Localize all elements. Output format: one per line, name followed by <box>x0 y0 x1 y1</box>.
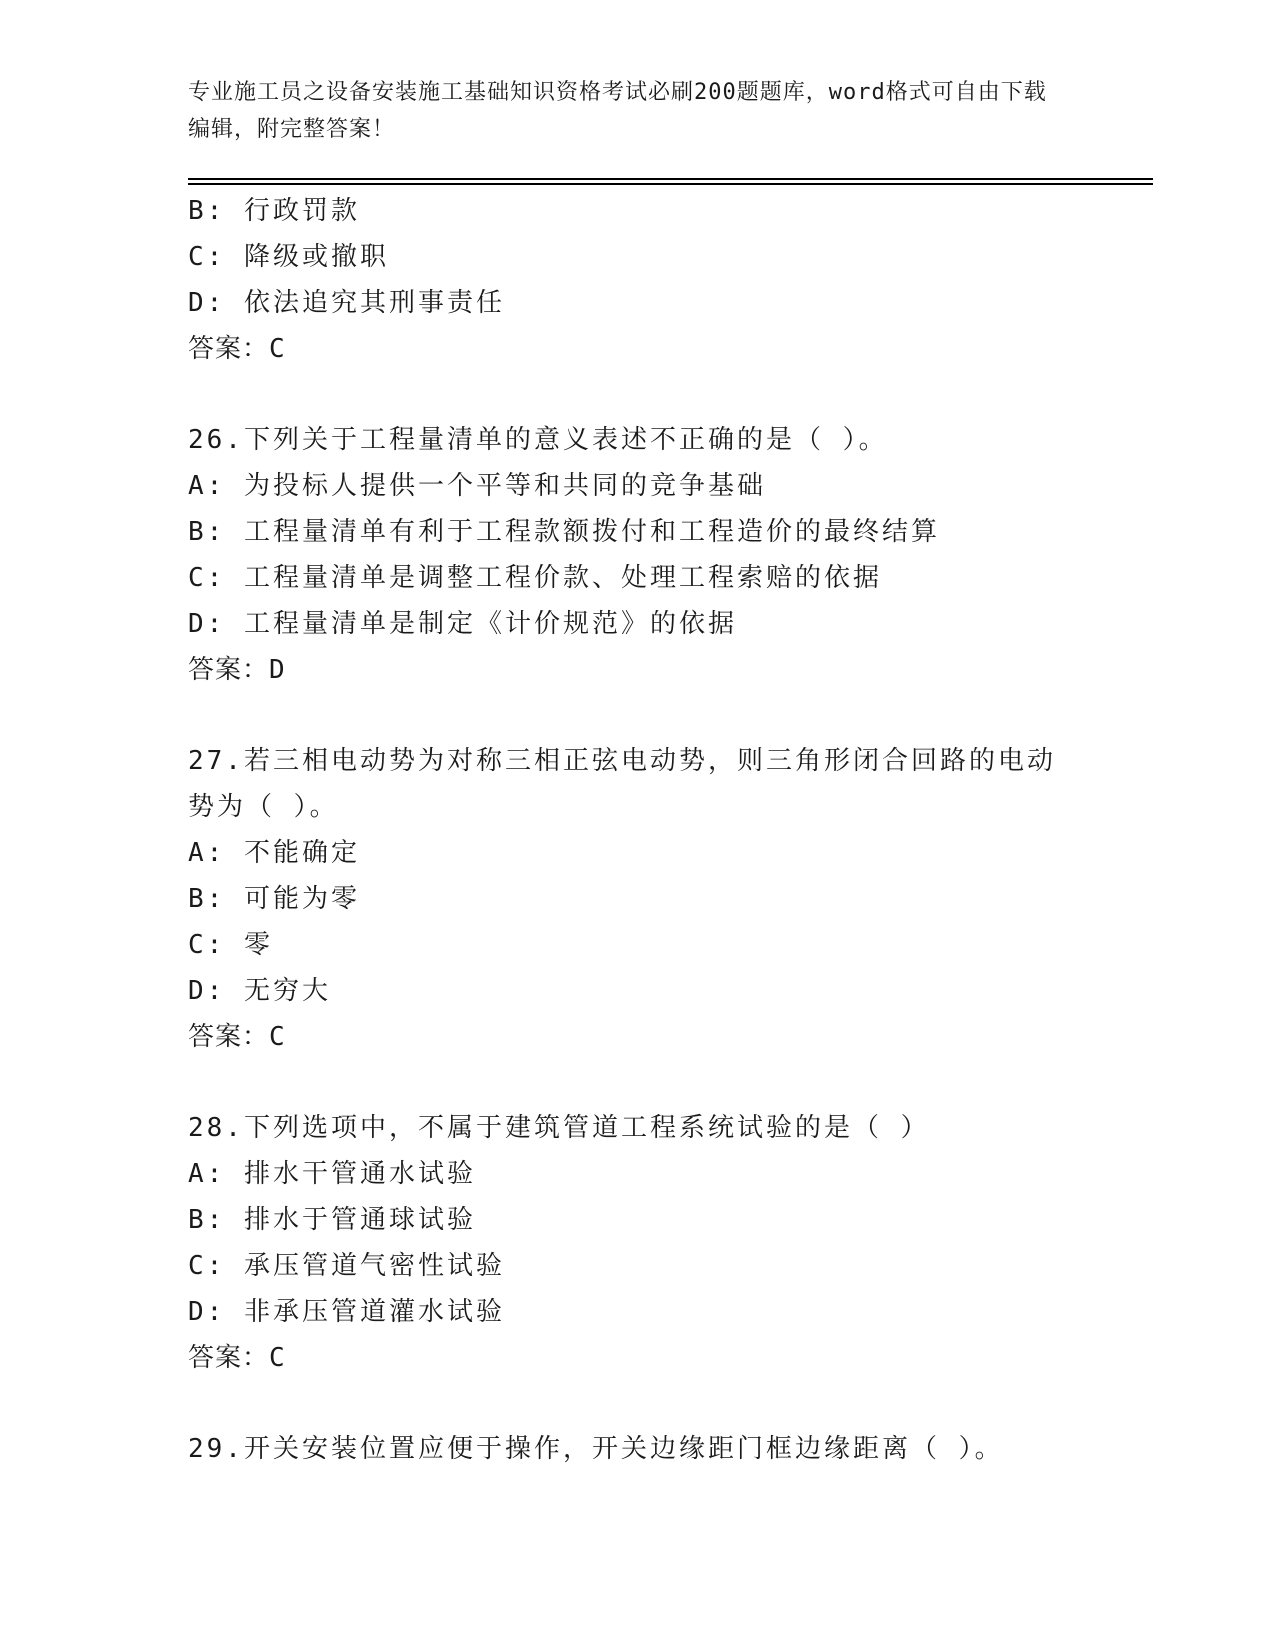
question-stem: 28.下列选项中，不属于建筑管道工程系统试验的是（ ） <box>188 1113 930 1143</box>
option-a: A: 不能确定 <box>188 838 360 868</box>
option-d: D: 工程量清单是制定《计价规范》的依据 <box>188 609 737 639</box>
document-header <box>188 74 1068 148</box>
option-d: D: 非承压管道灌水试验 <box>188 1297 505 1327</box>
question-28 <box>188 1105 1088 1381</box>
header-title: 专业施工员之设备安装施工基础知识资格考试必刷200题题库，word格式可自由下载编辑，附完整答案！ <box>188 80 1047 142</box>
answer: 答案：C <box>188 1022 286 1052</box>
option-b: B: 排水于管通球试验 <box>188 1205 476 1235</box>
question-list <box>188 188 1088 1472</box>
header-rule-bottom <box>188 183 1153 185</box>
option-b: B: 可能为零 <box>188 884 360 914</box>
option-d: D: 无穷大 <box>188 976 331 1006</box>
spacer <box>188 1060 1088 1105</box>
answer: 答案：C <box>188 334 286 364</box>
question-26 <box>188 417 1088 693</box>
answer: 答案：D <box>188 655 286 685</box>
spacer <box>188 1381 1088 1426</box>
option-b: B: 工程量清单有利于工程款额拨付和工程造价的最终结算 <box>188 517 940 547</box>
option-c: C: 工程量清单是调整工程价款、处理工程索赔的依据 <box>188 563 882 593</box>
option-b: B: 行政罚款 <box>188 196 360 226</box>
question-stem: 27.若三相电动势为对称三相正弦电动势，则三角形闭合回路的电动势为（ ）。 <box>188 746 1056 822</box>
question-29 <box>188 1426 1088 1472</box>
spacer <box>188 372 1088 417</box>
question-27 <box>188 738 1088 1060</box>
option-a: A: 为投标人提供一个平等和共同的竞争基础 <box>188 471 766 501</box>
question-stem: 26.下列关于工程量清单的意义表述不正确的是（ ）。 <box>188 425 888 455</box>
header-rule-top <box>188 178 1153 180</box>
question-stem: 29.开关安装位置应便于操作，开关边缘距门框边缘距离（ ）。 <box>188 1434 1004 1464</box>
option-c: C: 降级或撤职 <box>188 242 389 272</box>
option-a: A: 排水干管通水试验 <box>188 1159 476 1189</box>
question-partial <box>188 188 1088 372</box>
option-d: D: 依法追究其刑事责任 <box>188 288 505 318</box>
spacer <box>188 693 1088 738</box>
option-c: C: 承压管道气密性试验 <box>188 1251 505 1281</box>
option-c: C: 零 <box>188 930 273 960</box>
answer: 答案：C <box>188 1343 286 1373</box>
